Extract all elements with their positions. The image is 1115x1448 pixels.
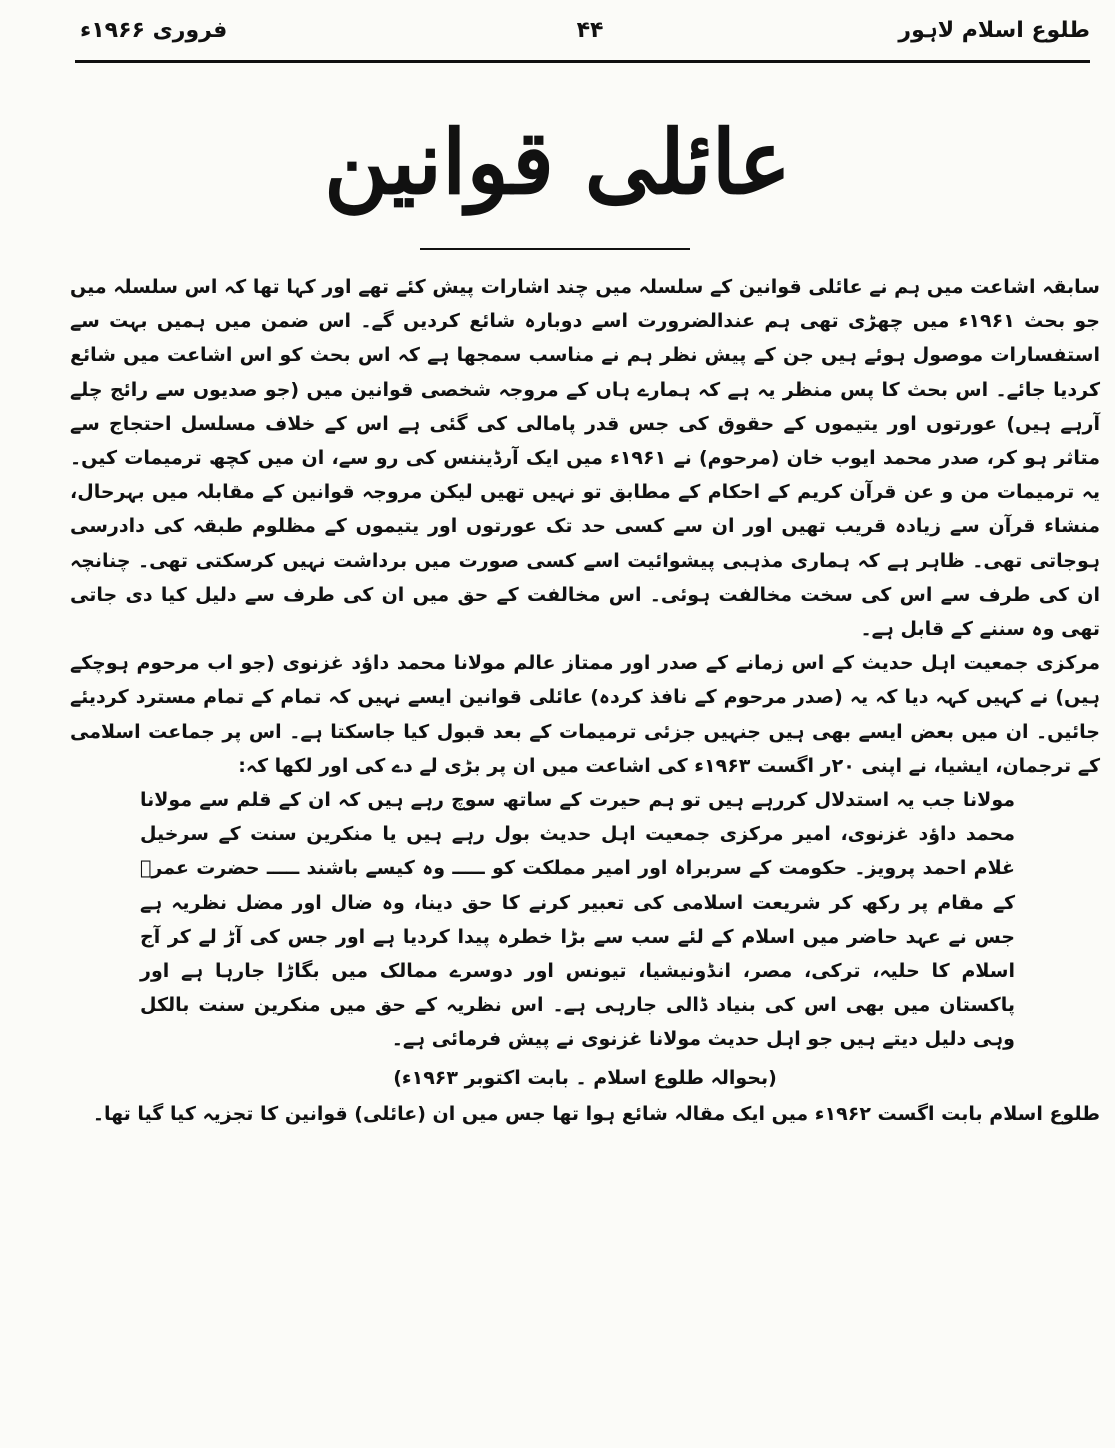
title-rule [420, 248, 690, 250]
article-title: عائلی قوانین [324, 110, 791, 214]
magazine-name: طلوع اسلام لاہور [898, 18, 1090, 43]
paragraph-intro: سابقہ اشاعت میں ہم نے عائلی قوانین کے سلسلہ میں چند اشارات پیش کئے تھے اور کہا تھا کہ اس سلسلہ میں جو بحث ۱۹۶۱ء میں چھڑی تھی ہم عندالضرورت اسے دوبارہ شائع کردیں گے۔ اس ضمن میں ہمیں بہت سے استفسارات موصول ہوئے ہیں جن کے پیش نظر ہم نے مناسب سمجھا ہے کہ اس بحث کو اس اشاعت میں شائع کردیا جائے۔ اس بحث کا پس منظر یہ ہے کہ ہمارے ہاں کے مروجہ شخصی قوانین میں (جو صدیوں سے رائج چلے آرہے ہیں) عورتوں اور یتیموں کے حقوق کی جس قدر پامالی کی گئی ہے اس کے خلاف مسلسل احتجاج سے متاثر ہو کر، صدر محمد ایوب خان (مرحوم) نے ۱۹۶۱ء میں ایک آرڈیننس کی رو سے، ان میں کچھ ترمیمات کیں۔ یہ ترمیمات من و عن قرآن کریم کے احکام کے مطابق تو نہیں تھیں لیکن مروجہ قوانین کے مقابلہ میں بہرحال، منشاء قرآن سے زیادہ قریب تھیں اور ان سے کسی حد تک عورتوں اور یتیموں کے مظلوم طبقہ کی دادرسی ہوجاتی تھی۔ ظاہر ہے کہ ہماری مذہبی پیشوائیت اسے کسی صورت میں برداشت نہیں کرسکتی تھی۔ چنانچہ ان کی طرف سے اس کی سخت مخالفت ہوئی۔ اس مخالفت کے حق میں ان کی طرف سے دلیل کیا دی جاتی تھی وہ سننے کے قابل ہے۔ [70, 276, 1101, 641]
block-quote: مولانا جب یہ استدلال کررہے ہیں تو ہم حیرت کے ساتھ سوچ رہے ہیں کہ ان کے قلم سے مولانا محمد داؤد غزنوی، امیر مرکزی جمعیت اہل حدیث بول رہے ہیں یا منکرین سنت کے سرخیل غلام احمد پرویز۔ حکومت کے سربراہ اور امیر مملکت کو ـــــ وہ کیسے باشند ـــــ حضرت عمرؓ کے مقام پر رکھ کر شریعت اسلامی کی تعبیر کرنے کا حق دینا، وہ ضال اور مضل نظریہ ہے جس نے عہد حاضر میں اسلام کے لئے سب سے بڑا خطرہ پیدا کردیا ہے اور جس کی آڑ لے کر آج اسلام کا حلیہ، ترکی، مصر، انڈونیشیا، تیونس اور دوسرے ممالک میں بگاڑا جارہا ہے اور پاکستان میں بھی اس کی بنیاد ڈالی جارہی ہے۔ اس نظریہ کے حق میں منکرین سنت بالکل وہی دلیل دیتے ہیں جو اہل حدیث مولانا غزنوی نے پیش فرمائی ہے۔ [140, 789, 1015, 1051]
header-rule [75, 60, 1090, 63]
page-number: ۴۴ [576, 18, 604, 43]
article-body [70, 270, 1100, 1430]
issue-date: فروری ۱۹۶۶ء [80, 18, 228, 43]
quote-source: (بحوالہ طلوع اسلام ۔ بابت اکتوبر ۱۹۶۳ء) [393, 1066, 777, 1089]
page-header [80, 8, 1090, 52]
paragraph-context: مرکزی جمعیت اہل حدیث کے اس زمانے کے صدر اور ممتاز عالم مولانا محمد داؤد غزنوی (جو اب مرحوم ہوچکے ہیں) نے کہیں کہہ دیا کہ یہ (صدر مرحوم کے نافذ کردہ) عائلی قوانین ایسے نہیں کہ تمام کے تمام مسترد کردیئے جائیں۔ ان میں بعض ایسے بھی ہیں جنہیں جزئی ترمیمات کے بعد قبول کیا جاسکتا ہے۔ اس پر جماعت اسلامی کے ترجمان، ایشیا، نے اپنی ۲۰ر اگست ۱۹۶۳ء کی اشاعت میں ان پر بڑی لے دے کی اور لکھا کہ: [70, 652, 1100, 777]
paragraph-closing: طلوع اسلام بابت اگست ۱۹۶۲ء میں ایک مقالہ شائع ہوا تھا جس میں ان (عائلی) قوانین کا تجزیہ کیا گیا تھا۔ [92, 1102, 1100, 1125]
